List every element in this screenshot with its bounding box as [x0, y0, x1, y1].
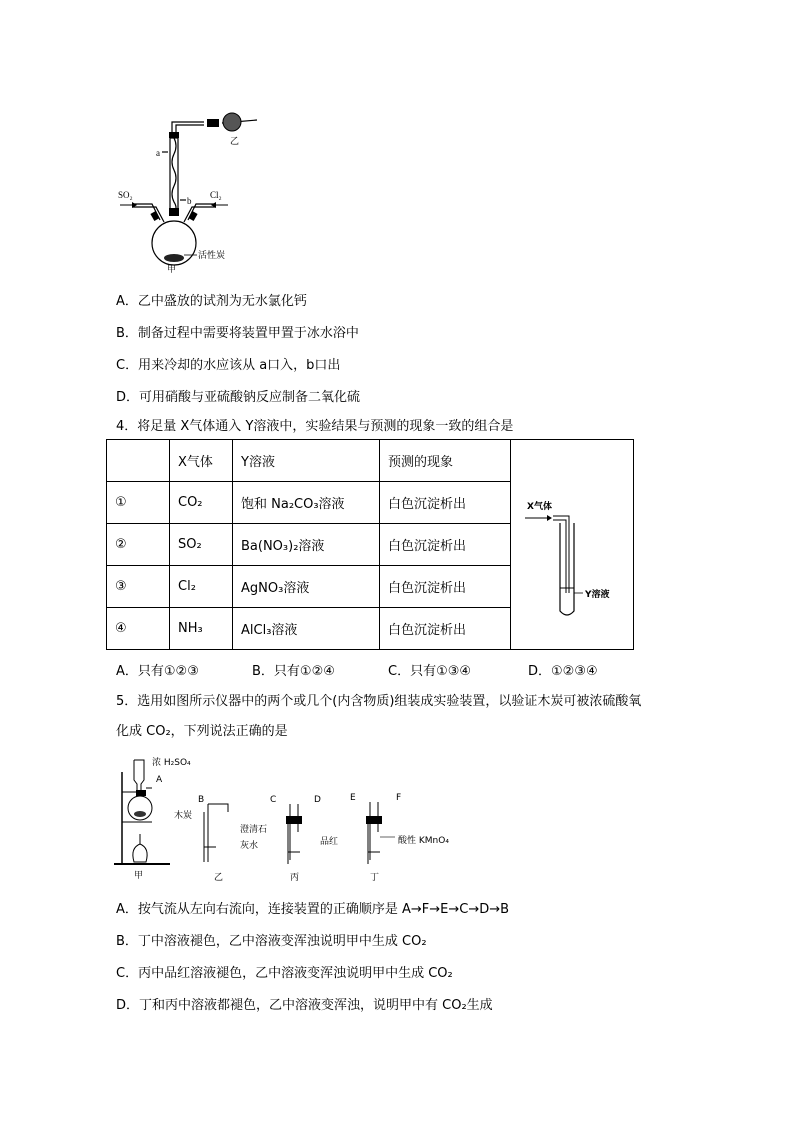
header-cell: X气体 — [170, 440, 233, 482]
q3-option-c: C．用来冷却的水应该从 a口入，b口出 — [116, 358, 341, 373]
header-cell: 预测的现象 — [380, 440, 511, 482]
port-e-label: E — [350, 793, 356, 803]
port-a-label: A — [156, 775, 163, 785]
yi-label: 乙 — [214, 873, 224, 883]
stopper — [169, 208, 179, 216]
header-cell: Y溶液 — [233, 440, 380, 482]
y-solution-label: Y溶液 — [585, 589, 610, 600]
jia-label: 甲 — [134, 871, 144, 881]
b-label: b — [187, 196, 192, 206]
solution-cell: AlCl₃溶液 — [233, 608, 380, 650]
q4-stem: 4．将足量 X气体通入 Y溶液中，实验结果与预测的现象一致的组合是 — [116, 419, 514, 434]
q4-option-b: B．只有①②④ — [252, 664, 335, 679]
q4-option-d: D．①②③④ — [528, 664, 598, 679]
q5-option-a: A．按气流从左向右流向，连接装置的正确顺序是 A→F→E→C→D→B — [116, 902, 510, 917]
q5-stem-line2: 化成 CO₂，下列说法正确的是 — [116, 724, 288, 739]
q5-option-b: B．丁中溶液褪色，乙中溶液变浑浊说明甲中生成 CO₂ — [116, 934, 427, 949]
phenomenon-cell: 白色沉淀析出 — [380, 566, 511, 608]
carbon-label: 活性炭 — [198, 251, 226, 261]
pink-red-label: 品红 — [320, 837, 339, 847]
bing-label: 丙 — [290, 873, 300, 883]
ding-label: 丁 — [370, 873, 380, 883]
alcohol-lamp — [133, 844, 147, 862]
kmno4-label: 酸性 KMnO₄ — [398, 836, 449, 846]
gas-cell: SO₂ — [170, 524, 233, 566]
q3-option-d: D．可用硝酸与亚硫酸钠反应制备二氧化硫 — [116, 390, 361, 405]
header-cell — [107, 440, 170, 482]
acid-label: 浓 H₂SO₄ — [152, 758, 191, 768]
jia-label: 甲 — [167, 265, 177, 273]
test-tube-figure — [511, 443, 633, 643]
q3-option-b: B．制备过程中需要将装置甲置于冰水浴中 — [116, 326, 359, 341]
q5-option-c: C．丙中品红溶液褪色，乙中溶液变浑浊说明甲中生成 CO₂ — [116, 966, 453, 981]
gas-cell: NH₃ — [170, 608, 233, 650]
apparatus-figure-1 — [112, 108, 272, 273]
port-b-label: B — [198, 795, 205, 805]
x-gas-label: X气体 — [527, 501, 552, 512]
gas-cell: Cl₂ — [170, 566, 233, 608]
port-d-label: D — [314, 795, 321, 805]
solution-cell: Ba(NO₃)₂溶液 — [233, 524, 380, 566]
a-label: a — [156, 148, 160, 158]
test-tube — [560, 523, 574, 615]
so2-label: SO₂ — [118, 190, 133, 200]
port-c-label: C — [270, 795, 277, 805]
phenomenon-cell: 白色沉淀析出 — [380, 608, 511, 650]
table-row — [107, 440, 634, 482]
row-number: ① — [107, 482, 170, 524]
q4-option-a: A．只有①②③ — [116, 664, 199, 679]
limewater-label-2: 灰水 — [240, 841, 259, 851]
q5-option-d: D．丁和丙中溶液都褪色，乙中溶液变浑浊，说明甲中有 CO₂生成 — [116, 998, 493, 1013]
apparatus-figure-2 — [110, 752, 470, 887]
phenomenon-cell: 白色沉淀析出 — [380, 524, 511, 566]
q4-option-c: C．只有①③④ — [388, 664, 472, 679]
solution-cell: 饱和 Na₂CO₃溶液 — [233, 482, 380, 524]
q5-stem-line1: 5．选用如图所示仪器中的两个或几个(内含物质)组装成实验装置，以验证木炭可被浓硫酸氧 — [116, 694, 642, 709]
row-number: ③ — [107, 566, 170, 608]
q4-figure-cell — [511, 440, 634, 650]
drying-tube-bulb — [223, 113, 241, 131]
row-number: ④ — [107, 608, 170, 650]
port-f-label: F — [396, 793, 402, 803]
q4-table — [106, 439, 634, 650]
gas-cell: CO₂ — [170, 482, 233, 524]
activated-carbon — [164, 254, 184, 262]
yi-label: 乙 — [230, 137, 240, 147]
solution-cell: AgNO₃溶液 — [233, 566, 380, 608]
row-number: ② — [107, 524, 170, 566]
phenomenon-cell: 白色沉淀析出 — [380, 482, 511, 524]
q3-option-a: A．乙中盛放的试剂为无水氯化钙 — [116, 294, 307, 309]
arrow-icon — [547, 515, 552, 521]
separatory-funnel — [134, 760, 144, 792]
limewater-label: 澄清石 — [240, 825, 268, 835]
cl2-label: Cl₂ — [210, 190, 222, 200]
charcoal-label: 木炭 — [174, 811, 193, 821]
charcoal — [134, 811, 146, 817]
